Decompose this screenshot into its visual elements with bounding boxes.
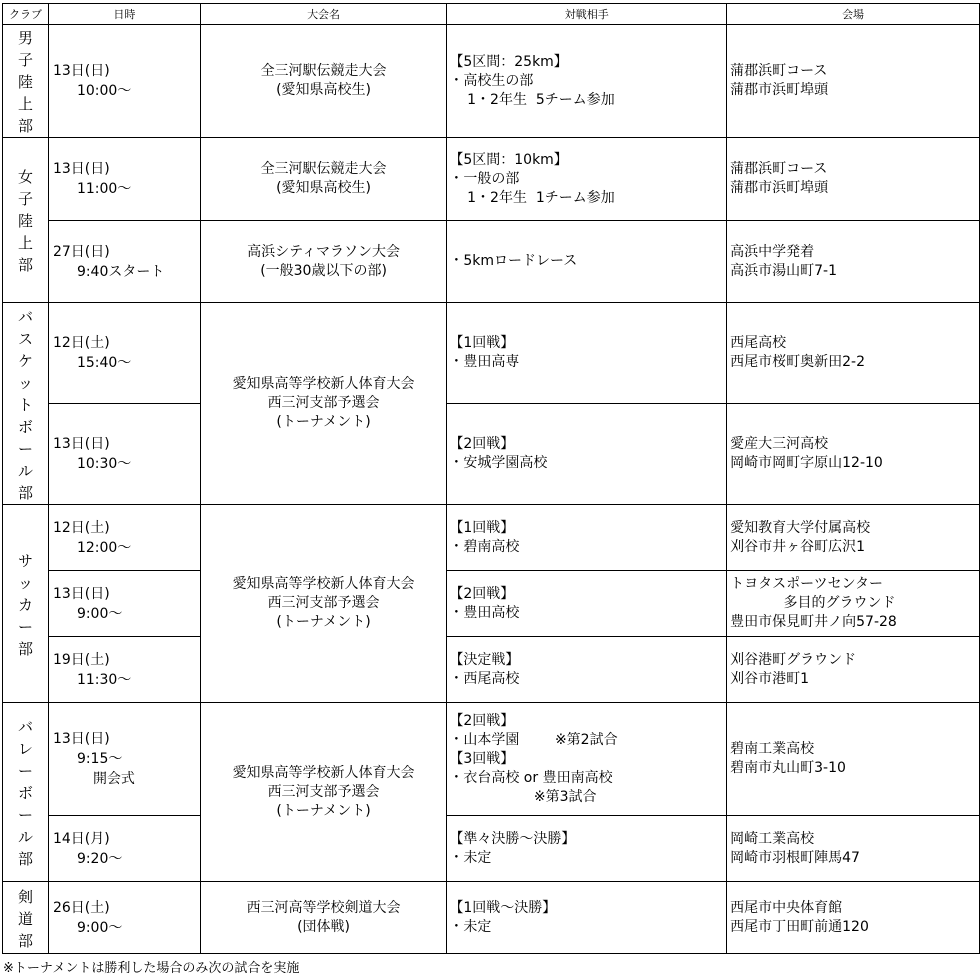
date: 13日(日) xyxy=(52,731,110,747)
venue-line: 愛産大三河高校 xyxy=(730,436,829,452)
club-cell xyxy=(3,138,49,303)
table-row xyxy=(3,882,980,954)
event-line: (愛知県高校生) xyxy=(276,82,372,98)
venue-line: トヨタスポーツセンター xyxy=(730,576,884,592)
venue-cell xyxy=(727,882,980,954)
venue-cell xyxy=(727,221,980,303)
header-datetime: 日時 xyxy=(48,4,200,25)
event-cell xyxy=(200,25,447,138)
event-line: 西三河高等学校剣道大会 xyxy=(246,899,401,916)
venue-line: 碧南工業高校 xyxy=(730,741,815,757)
datetime-cell xyxy=(48,404,200,505)
opponent-cell xyxy=(447,816,727,882)
event-line: (団体戦) xyxy=(297,918,351,935)
event-cell xyxy=(200,882,447,954)
opponent-line: ・高校生の部 xyxy=(449,72,534,89)
date: 26日(土) xyxy=(52,899,110,916)
venue-line: 蒲郡浜町コース xyxy=(730,63,828,79)
event-line: 西三河支部予選会 xyxy=(267,595,380,611)
table-row xyxy=(3,404,980,505)
opponent-line: ・豊田高校 xyxy=(449,604,520,621)
datetime-cell xyxy=(48,138,200,221)
table-row xyxy=(3,138,980,221)
event-line: 全三河駅伝競走大会 xyxy=(260,63,387,79)
opponent-cell xyxy=(447,221,727,303)
venue-cell xyxy=(727,404,980,505)
venue-cell xyxy=(727,816,980,882)
club-basketball: バスケットボール部 xyxy=(17,307,33,502)
venue-line: 西尾高校 xyxy=(730,335,787,351)
opponent-line: 【決定戦】 xyxy=(449,651,520,668)
table-row xyxy=(3,816,980,882)
table-row xyxy=(3,303,980,404)
date: 13日(日) xyxy=(52,63,110,79)
opponent-cell xyxy=(447,505,727,571)
opponent-cell xyxy=(447,404,727,505)
event-line: (愛知県高校生) xyxy=(276,180,372,196)
venue-line: 蒲郡市浜町埠頭 xyxy=(730,82,829,98)
club-volleyball: バレーボール部 xyxy=(17,718,33,868)
time: 15:40～ xyxy=(76,355,132,371)
opponent-line: 【3回戦】 xyxy=(449,750,515,767)
event-line: 西三河支部予選会 xyxy=(267,783,380,800)
venue-line: 蒲郡浜町コース xyxy=(730,161,828,177)
event-line: 高浜シティマラソン大会 xyxy=(247,243,400,260)
table-row xyxy=(3,637,980,703)
venue-cell xyxy=(727,703,980,816)
datetime-cell xyxy=(48,882,200,954)
header-venue: 会場 xyxy=(727,4,980,25)
opponent-line: ・衣台高校 or 豊田南高校 xyxy=(449,769,613,786)
venue-cell xyxy=(727,25,980,138)
club-cell xyxy=(3,703,49,882)
table-row xyxy=(3,25,980,138)
footnote: ※トーナメントは勝利した場合のみ次の試合を実施 xyxy=(3,961,300,976)
date: 27日(日) xyxy=(52,243,110,260)
club-womens-track: 女子陸上部 xyxy=(17,168,33,274)
event-cell xyxy=(200,221,447,303)
datetime-cell xyxy=(48,303,200,404)
event-cell xyxy=(200,303,447,505)
venue-line: 刈谷市港町1 xyxy=(730,670,810,687)
opponent-cell xyxy=(447,138,727,221)
opponent-cell xyxy=(447,882,727,954)
opponent-line: ・一般の部 xyxy=(449,170,520,187)
venue-cell xyxy=(727,138,980,221)
opponent-line: ・5kmロードレース xyxy=(449,253,578,269)
table-row xyxy=(3,703,980,816)
opening-ceremony: 開会式 xyxy=(92,771,135,787)
opponent-line: 【2回戦】 xyxy=(449,712,515,729)
opponent-line: ・未定 xyxy=(449,849,492,866)
opponent-line: ・西尾高校 xyxy=(449,670,520,687)
datetime-cell xyxy=(48,637,200,703)
opponent-line: ・碧南高校 xyxy=(449,538,520,555)
event-line: (トーナメント) xyxy=(276,802,371,819)
venue-line: 刈谷港町グラウンド xyxy=(730,651,857,668)
venue-line: 岡崎市岡町字原山12-10 xyxy=(730,455,883,471)
time: 10:30～ xyxy=(76,456,132,472)
header-event: 大会名 xyxy=(200,4,447,25)
header-club: クラブ xyxy=(3,4,49,25)
venue-line: 西尾市丁田町前通120 xyxy=(730,918,869,935)
opponent-line: 【2回戦】 xyxy=(449,436,515,452)
venue-line: 蒲郡市浜町埠頭 xyxy=(730,180,829,196)
time: 11:30～ xyxy=(76,671,132,688)
time: 9:00～ xyxy=(76,919,123,936)
club-kendo: 剣道部 xyxy=(17,887,33,950)
opponent-line: 【5区間：25km】 xyxy=(449,53,568,70)
opponent-line: 1・2年生 5チーム参加 xyxy=(449,91,615,108)
opponent-line: ※第3試合 xyxy=(449,788,597,805)
date: 14日(月) xyxy=(52,830,110,847)
venue-line: 西尾市桜町奥新田2-2 xyxy=(730,354,865,370)
time: 9:40スタート xyxy=(76,263,165,280)
event-line: 愛知県高等学校新人体育大会 xyxy=(232,576,415,592)
opponent-line: 【2回戦】 xyxy=(449,585,515,602)
header-opponent: 対戦相手 xyxy=(447,4,727,25)
event-cell xyxy=(200,505,447,703)
venue-line: 豊田市保見町井ノ向57-28 xyxy=(730,614,897,630)
opponent-line: ・未定 xyxy=(449,918,492,935)
venue-cell xyxy=(727,303,980,404)
table-row xyxy=(3,571,980,637)
event-line: 愛知県高等学校新人体育大会 xyxy=(232,376,415,392)
event-line: (トーナメント) xyxy=(276,414,371,430)
datetime-cell xyxy=(48,816,200,882)
opponent-cell xyxy=(447,303,727,404)
venue-line: 西尾市中央体育館 xyxy=(730,899,843,916)
venue-line: 岡崎市羽根町陣馬47 xyxy=(730,849,860,866)
venue-cell xyxy=(727,637,980,703)
opponent-line: 【準々決勝～決勝】 xyxy=(449,830,576,847)
venue-line: 多目的グラウンド xyxy=(730,595,896,611)
club-mens-track: 男子陸上部 xyxy=(17,29,33,135)
event-line: 西三河支部予選会 xyxy=(267,395,380,411)
event-cell xyxy=(200,703,447,882)
date: 13日(日) xyxy=(52,585,110,602)
venue-cell xyxy=(727,571,980,637)
table-row xyxy=(3,221,980,303)
opponent-line: 【1回戦～決勝】 xyxy=(449,899,557,916)
venue-line: 岡崎工業高校 xyxy=(730,830,815,847)
datetime-cell xyxy=(48,571,200,637)
club-soccer: サッカー部 xyxy=(17,551,33,658)
header-row xyxy=(3,4,980,25)
time: 9:15～ xyxy=(76,751,123,767)
club-cell xyxy=(3,303,49,505)
opponent-line: ・安城学園高校 xyxy=(449,455,548,471)
venue-line: 愛知教育大学付属高校 xyxy=(730,519,871,536)
event-line: 全三河駅伝競走大会 xyxy=(260,161,387,177)
event-line: 愛知県高等学校新人体育大会 xyxy=(232,764,415,781)
opponent-cell xyxy=(447,703,727,816)
opponent-cell xyxy=(447,25,727,138)
venue-line: 高浜市湯山町7-1 xyxy=(730,262,837,279)
venue-line: 碧南市丸山町3-10 xyxy=(730,760,846,776)
time: 10:00～ xyxy=(76,83,132,99)
time: 9:00～ xyxy=(76,605,123,622)
event-line: (一般30歳以下の部) xyxy=(260,262,387,279)
time: 11:00～ xyxy=(76,181,132,197)
date: 13日(日) xyxy=(52,161,110,177)
venue-line: 刈谷市井ヶ谷町広沢1 xyxy=(730,538,866,555)
time: 12:00～ xyxy=(76,539,132,556)
datetime-cell xyxy=(48,505,200,571)
club-cell xyxy=(3,882,49,954)
time: 9:20～ xyxy=(76,850,123,867)
date: 12日(土) xyxy=(52,519,110,536)
datetime-cell xyxy=(48,221,200,303)
opponent-line: 【1回戦】 xyxy=(449,335,515,351)
opponent-line: ・山本学園 ※第2試合 xyxy=(449,731,618,748)
table-row xyxy=(3,505,980,571)
datetime-cell xyxy=(48,703,200,816)
venue-cell xyxy=(727,505,980,571)
opponent-line: 【5区間：10km】 xyxy=(449,151,568,168)
opponent-line: 【1回戦】 xyxy=(449,519,515,536)
schedule-table xyxy=(2,3,980,954)
opponent-cell xyxy=(447,637,727,703)
venue-line: 高浜中学発着 xyxy=(730,243,815,260)
club-cell xyxy=(3,505,49,703)
event-cell xyxy=(200,138,447,221)
opponent-line: 1・2年生 1チーム参加 xyxy=(449,189,615,206)
opponent-line: ・豊田高専 xyxy=(449,354,520,370)
opponent-cell xyxy=(447,571,727,637)
datetime-cell xyxy=(48,25,200,138)
date: 13日(日) xyxy=(52,436,110,452)
date: 19日(土) xyxy=(52,651,110,668)
club-cell xyxy=(3,25,49,138)
date: 12日(土) xyxy=(52,335,110,351)
event-line: (トーナメント) xyxy=(276,614,371,630)
